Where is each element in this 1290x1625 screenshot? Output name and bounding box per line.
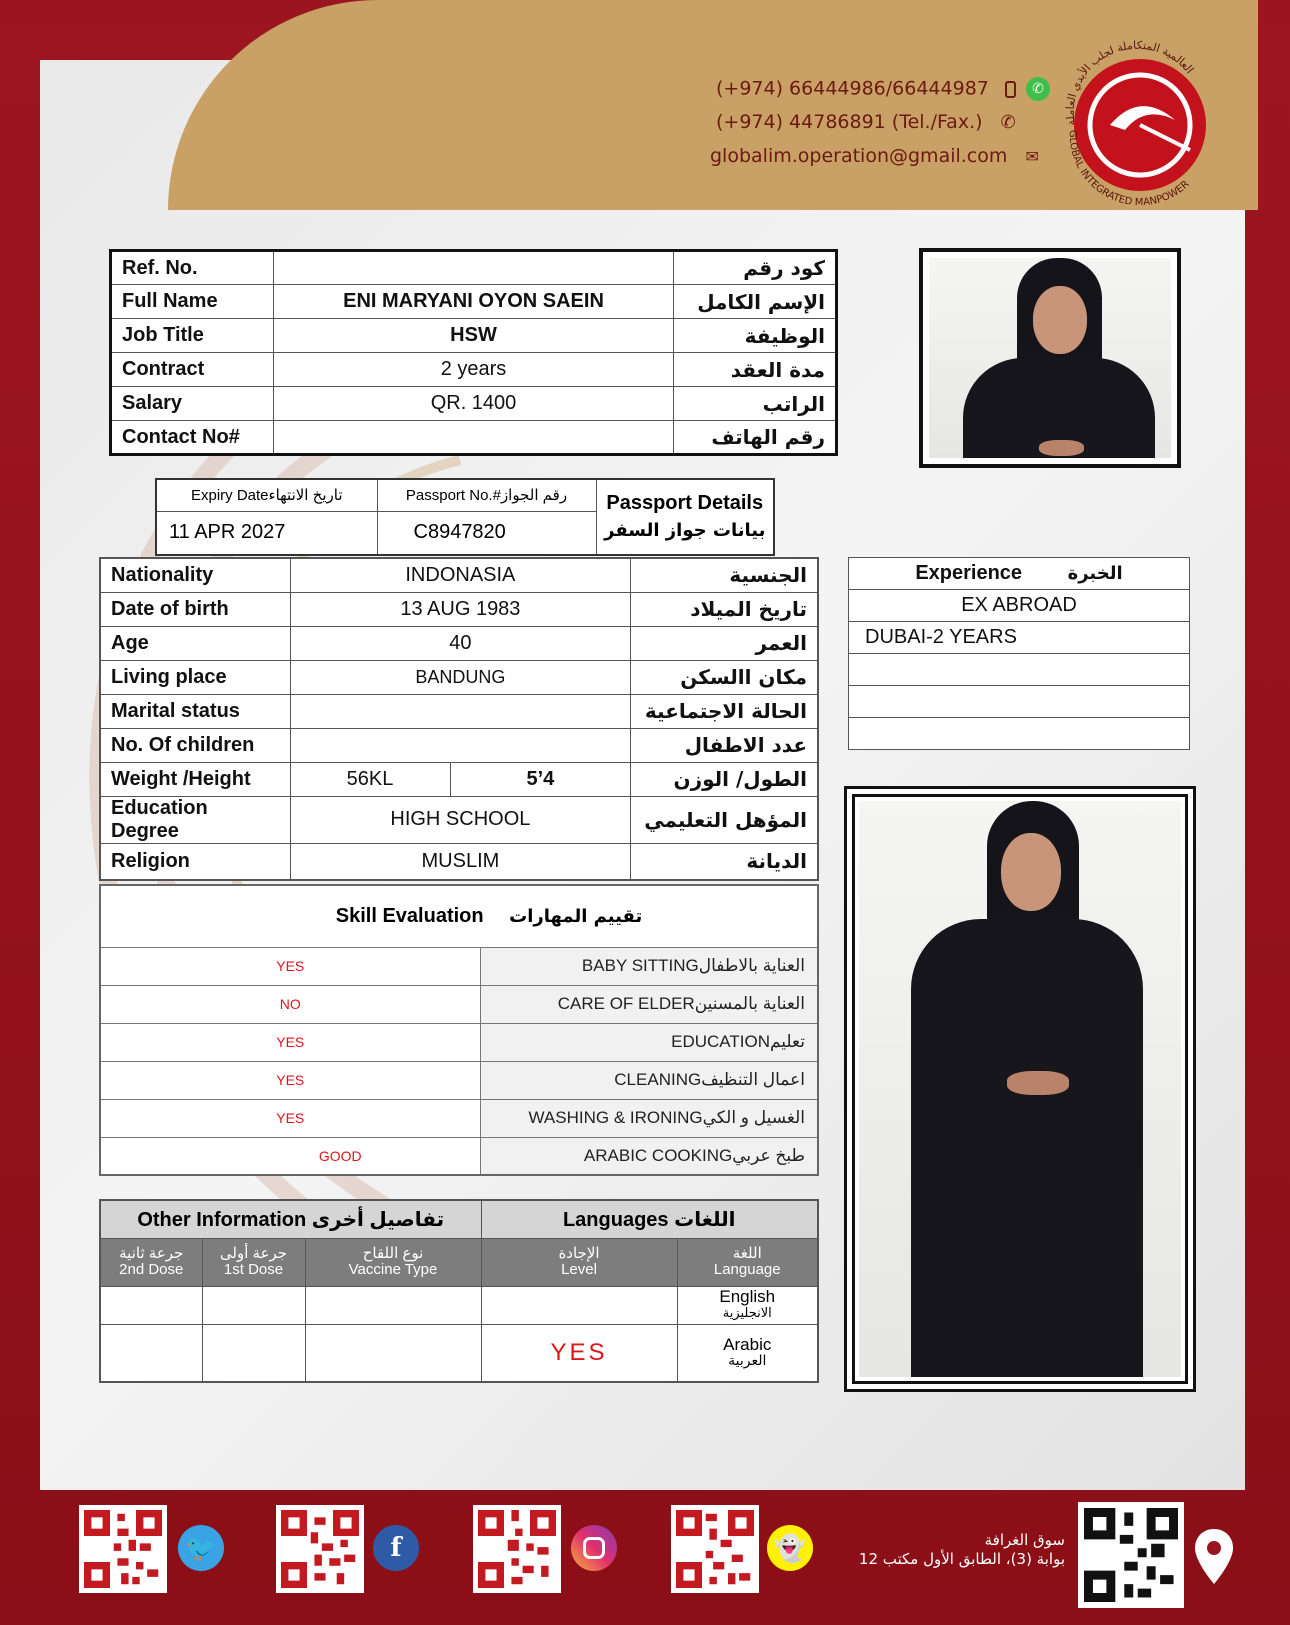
instagram-icon[interactable] xyxy=(571,1525,617,1571)
dose2-en: 2nd Dose xyxy=(119,1261,184,1278)
english-ar: الانجليزية xyxy=(722,1306,772,1321)
main-info-value: 2 years xyxy=(274,353,674,387)
email-text[interactable]: globalim.operation@gmail.com xyxy=(710,145,1008,167)
personal-label: Marital status xyxy=(100,694,290,728)
languages-title: Languages اللغات xyxy=(481,1200,818,1238)
skill-row xyxy=(100,985,818,1023)
full-body-photo xyxy=(859,801,1181,1377)
company-logo xyxy=(1050,30,1225,205)
skill-name: WASHING & IRONINGالغسيل و الكي xyxy=(480,1099,818,1137)
location-pin-icon[interactable] xyxy=(1192,1527,1236,1587)
level-header xyxy=(481,1238,677,1286)
dose1-en: 1st Dose xyxy=(223,1261,284,1278)
experience-row xyxy=(849,686,1190,718)
experience-value xyxy=(849,718,1190,750)
personal-row xyxy=(100,694,818,728)
skill-value: GOOD xyxy=(100,1137,480,1175)
qr-code-icon[interactable] xyxy=(671,1505,759,1593)
office-address xyxy=(855,1531,1065,1569)
phone-mobile-text[interactable]: (+974) 66444986/66444987 xyxy=(716,77,989,100)
qr-code-icon[interactable] xyxy=(276,1505,364,1593)
skill-name: EDUCATIONتعليم xyxy=(480,1023,818,1061)
main-info-label: Salary xyxy=(111,387,274,421)
weight-height-row xyxy=(100,762,818,796)
qr-twitter[interactable] xyxy=(79,1505,167,1598)
facebook-icon[interactable]: f xyxy=(373,1525,419,1571)
skill-evaluation-table xyxy=(99,884,819,1176)
passport-title-en: Passport Details xyxy=(606,492,764,514)
main-info-row xyxy=(111,387,837,421)
passport-number-value: C8947820 xyxy=(377,511,596,555)
phone-tel-line xyxy=(716,111,1016,133)
mobile-phone-icon xyxy=(1005,81,1016,98)
religion-label: Religion xyxy=(100,843,290,880)
main-info-row xyxy=(111,353,837,387)
experience-value: EX ABROAD xyxy=(849,590,1190,622)
main-info-table xyxy=(109,249,838,456)
skill-row xyxy=(100,1137,818,1175)
telephone-icon: ✆ xyxy=(1000,112,1016,133)
experience-title-en: Experience xyxy=(915,562,1023,584)
qr-code-icon[interactable] xyxy=(473,1505,561,1593)
skill-value: YES xyxy=(100,947,480,985)
main-info-label: Ref. No. xyxy=(111,251,274,285)
personal-info-body xyxy=(100,558,818,880)
weight-height-label: Weight /Height xyxy=(100,762,290,796)
personal-label: Nationality xyxy=(100,558,290,592)
main-info-row xyxy=(111,285,837,319)
main-info-label-ar: رقم الهاتف xyxy=(674,421,837,455)
personal-row xyxy=(100,660,818,694)
experience-row xyxy=(849,718,1190,750)
main-info-label-ar: الإسم الكامل xyxy=(674,285,837,319)
education-label-ar: المؤهل التعليمي xyxy=(631,796,818,843)
skill-value: NO xyxy=(100,985,480,1023)
main-info-label-ar: الوظيفة xyxy=(674,319,837,353)
experience-value xyxy=(849,686,1190,718)
arabic-level: YES xyxy=(481,1324,677,1382)
phone-mobile-line xyxy=(716,77,1050,101)
vaccine-ar: نوع اللقاح xyxy=(362,1245,424,1262)
skill-title-ar: تقييم المهارات xyxy=(509,905,643,927)
experience-title-ar: الخبرة xyxy=(1067,563,1123,584)
main-info-label: Job Title xyxy=(111,319,274,353)
personal-value: INDONASIA xyxy=(290,558,631,592)
qr-code-icon[interactable] xyxy=(1078,1502,1184,1608)
passport-title-ar: بيانات جواز السفر xyxy=(604,520,766,541)
english-level xyxy=(481,1286,677,1324)
main-info-value: QR. 1400 xyxy=(274,387,674,421)
personal-row xyxy=(100,728,818,762)
religion-value: MUSLIM xyxy=(290,843,631,880)
education-row xyxy=(100,796,818,843)
skill-name: CARE OF ELDERالعناية بالمسنين xyxy=(480,985,818,1023)
passport-number-header: Passport No.#رقم الجواز xyxy=(377,479,596,511)
education-label: Education Degree xyxy=(100,796,290,843)
dose2-ar: جرعة ثانية xyxy=(119,1245,184,1262)
logo-arabic-name: العالمية المتكاملة لجلب الأيدي العاملة xyxy=(1063,38,1197,127)
dose1-header xyxy=(202,1238,305,1286)
main-info-label: Contact No# xyxy=(111,421,274,455)
arabic-ar: العربية xyxy=(728,1352,767,1369)
qr-location[interactable] xyxy=(1078,1502,1184,1613)
experience-value: DUBAI-2 YEARS xyxy=(849,622,1190,654)
personal-label-ar: عدد الاطفال xyxy=(631,728,818,762)
personal-label: Date of birth xyxy=(100,592,290,626)
personal-row xyxy=(100,626,818,660)
qr-facebook[interactable] xyxy=(276,1505,364,1598)
personal-value: 40 xyxy=(290,626,631,660)
passport-expiry-value: 11 APR 2027 xyxy=(156,511,377,555)
language-header xyxy=(677,1238,818,1286)
vaccine-header xyxy=(305,1238,481,1286)
vaccine-en: Vaccine Type xyxy=(348,1261,438,1278)
address-line-1: سوق الغرافة xyxy=(984,1531,1065,1549)
height-value: 5’4 xyxy=(450,762,631,796)
personal-row xyxy=(100,592,818,626)
skill-value: YES xyxy=(100,1099,480,1137)
personal-label-ar: الجنسية xyxy=(631,558,818,592)
logo-english-name: GLOBAL INTEGRATED MANPOWER xyxy=(1066,129,1192,205)
portrait-photo-frame xyxy=(919,248,1181,468)
address-line-2: بوابة (3)، الطابق الأول مكتب 12 xyxy=(858,1550,1065,1568)
portrait-photo xyxy=(929,258,1171,458)
main-info-label-ar: مدة العقد xyxy=(674,353,837,387)
twitter-icon[interactable]: 🐦 xyxy=(178,1525,224,1571)
religion-row xyxy=(100,843,818,880)
main-info-value: ENI MARYANI OYON SAEIN xyxy=(274,285,674,319)
personal-value: 13 AUG 1983 xyxy=(290,592,631,626)
main-info-row xyxy=(111,251,837,285)
level-ar: الإجادة xyxy=(558,1245,600,1262)
weight-value: 56KL xyxy=(290,762,450,796)
main-info-row xyxy=(111,319,837,353)
skill-header xyxy=(100,885,818,947)
skill-name: ARABIC COOKINGطبخ عربي xyxy=(480,1137,818,1175)
full-photo-frame xyxy=(844,786,1196,1392)
main-info-label: Contract xyxy=(111,353,274,387)
arabic-en: Arabic xyxy=(723,1334,772,1354)
personal-label-ar: مكان االسكن xyxy=(631,660,818,694)
personal-value xyxy=(290,694,631,728)
main-info-value: HSW xyxy=(274,319,674,353)
qr-instagram[interactable] xyxy=(473,1505,561,1598)
skill-name: BABY SITTINGالعناية بالاطفال xyxy=(480,947,818,985)
skill-row xyxy=(100,1023,818,1061)
experience-table xyxy=(848,557,1190,750)
main-info-label-ar: الراتب xyxy=(674,387,837,421)
english-en: English xyxy=(719,1287,776,1306)
skill-row xyxy=(100,1099,818,1137)
personal-label: Living place xyxy=(100,660,290,694)
personal-value xyxy=(290,728,631,762)
experience-row xyxy=(849,654,1190,686)
religion-label-ar: الديانة xyxy=(631,843,818,880)
personal-label: Age xyxy=(100,626,290,660)
personal-label-ar: الحالة الاجتماعية xyxy=(631,694,818,728)
passport-details-title xyxy=(596,479,774,555)
other-info-languages-table xyxy=(99,1199,819,1383)
phone-tel-text[interactable]: (+974) 44786891 (Tel./Fax.) xyxy=(716,111,983,133)
arabic-language xyxy=(677,1324,818,1382)
main-info-row xyxy=(111,421,837,455)
snapchat-icon[interactable]: 👻 xyxy=(767,1525,813,1571)
experience-header xyxy=(849,558,1190,590)
passport-table xyxy=(155,478,775,556)
email-line xyxy=(710,145,1039,167)
personal-row xyxy=(100,558,818,592)
personal-value: BANDUNG xyxy=(290,660,631,694)
weight-height-label-ar: الطول/ الوزن xyxy=(631,762,818,796)
dose1-ar: جرعة أولى xyxy=(219,1245,288,1262)
envelope-icon: ✉ xyxy=(1025,147,1039,166)
main-info-body xyxy=(111,251,837,455)
skill-row xyxy=(100,947,818,985)
main-info-value xyxy=(274,421,674,455)
main-info-label: Full Name xyxy=(111,285,274,319)
personal-label: No. Of children xyxy=(100,728,290,762)
main-info-value xyxy=(274,251,674,285)
experience-row xyxy=(849,590,1190,622)
skill-title-en: Skill Evaluation xyxy=(335,904,484,927)
whatsapp-icon[interactable]: ✆ xyxy=(1026,77,1050,101)
personal-label-ar: تاريخ الميلاد xyxy=(631,592,818,626)
skill-row xyxy=(100,1061,818,1099)
main-info-label-ar: كود رقم xyxy=(674,251,837,285)
logo-emblem-icon xyxy=(1050,30,1225,205)
language-ar: اللغة xyxy=(732,1245,762,1262)
english-language xyxy=(677,1286,818,1324)
other-info-title: Other Information تفاصيل أخرى xyxy=(100,1200,481,1238)
skill-name: CLEANINGاعمال التنظيف xyxy=(480,1061,818,1099)
language-en: Language xyxy=(713,1261,781,1278)
skill-value: YES xyxy=(100,1061,480,1099)
qr-code-icon[interactable] xyxy=(79,1505,167,1593)
qr-snapchat[interactable] xyxy=(671,1505,759,1598)
level-en: Level xyxy=(561,1261,597,1278)
personal-info-table xyxy=(99,557,819,881)
experience-body xyxy=(849,590,1190,750)
skill-value: YES xyxy=(100,1023,480,1061)
personal-label-ar: العمر xyxy=(631,626,818,660)
skill-body xyxy=(100,947,818,1175)
experience-row xyxy=(849,622,1190,654)
experience-value xyxy=(849,654,1190,686)
dose2-header xyxy=(100,1238,202,1286)
expiry-header: Expiry Dateتاريخ الانتهاء xyxy=(156,479,377,511)
education-value: HIGH SCHOOL xyxy=(290,796,631,843)
